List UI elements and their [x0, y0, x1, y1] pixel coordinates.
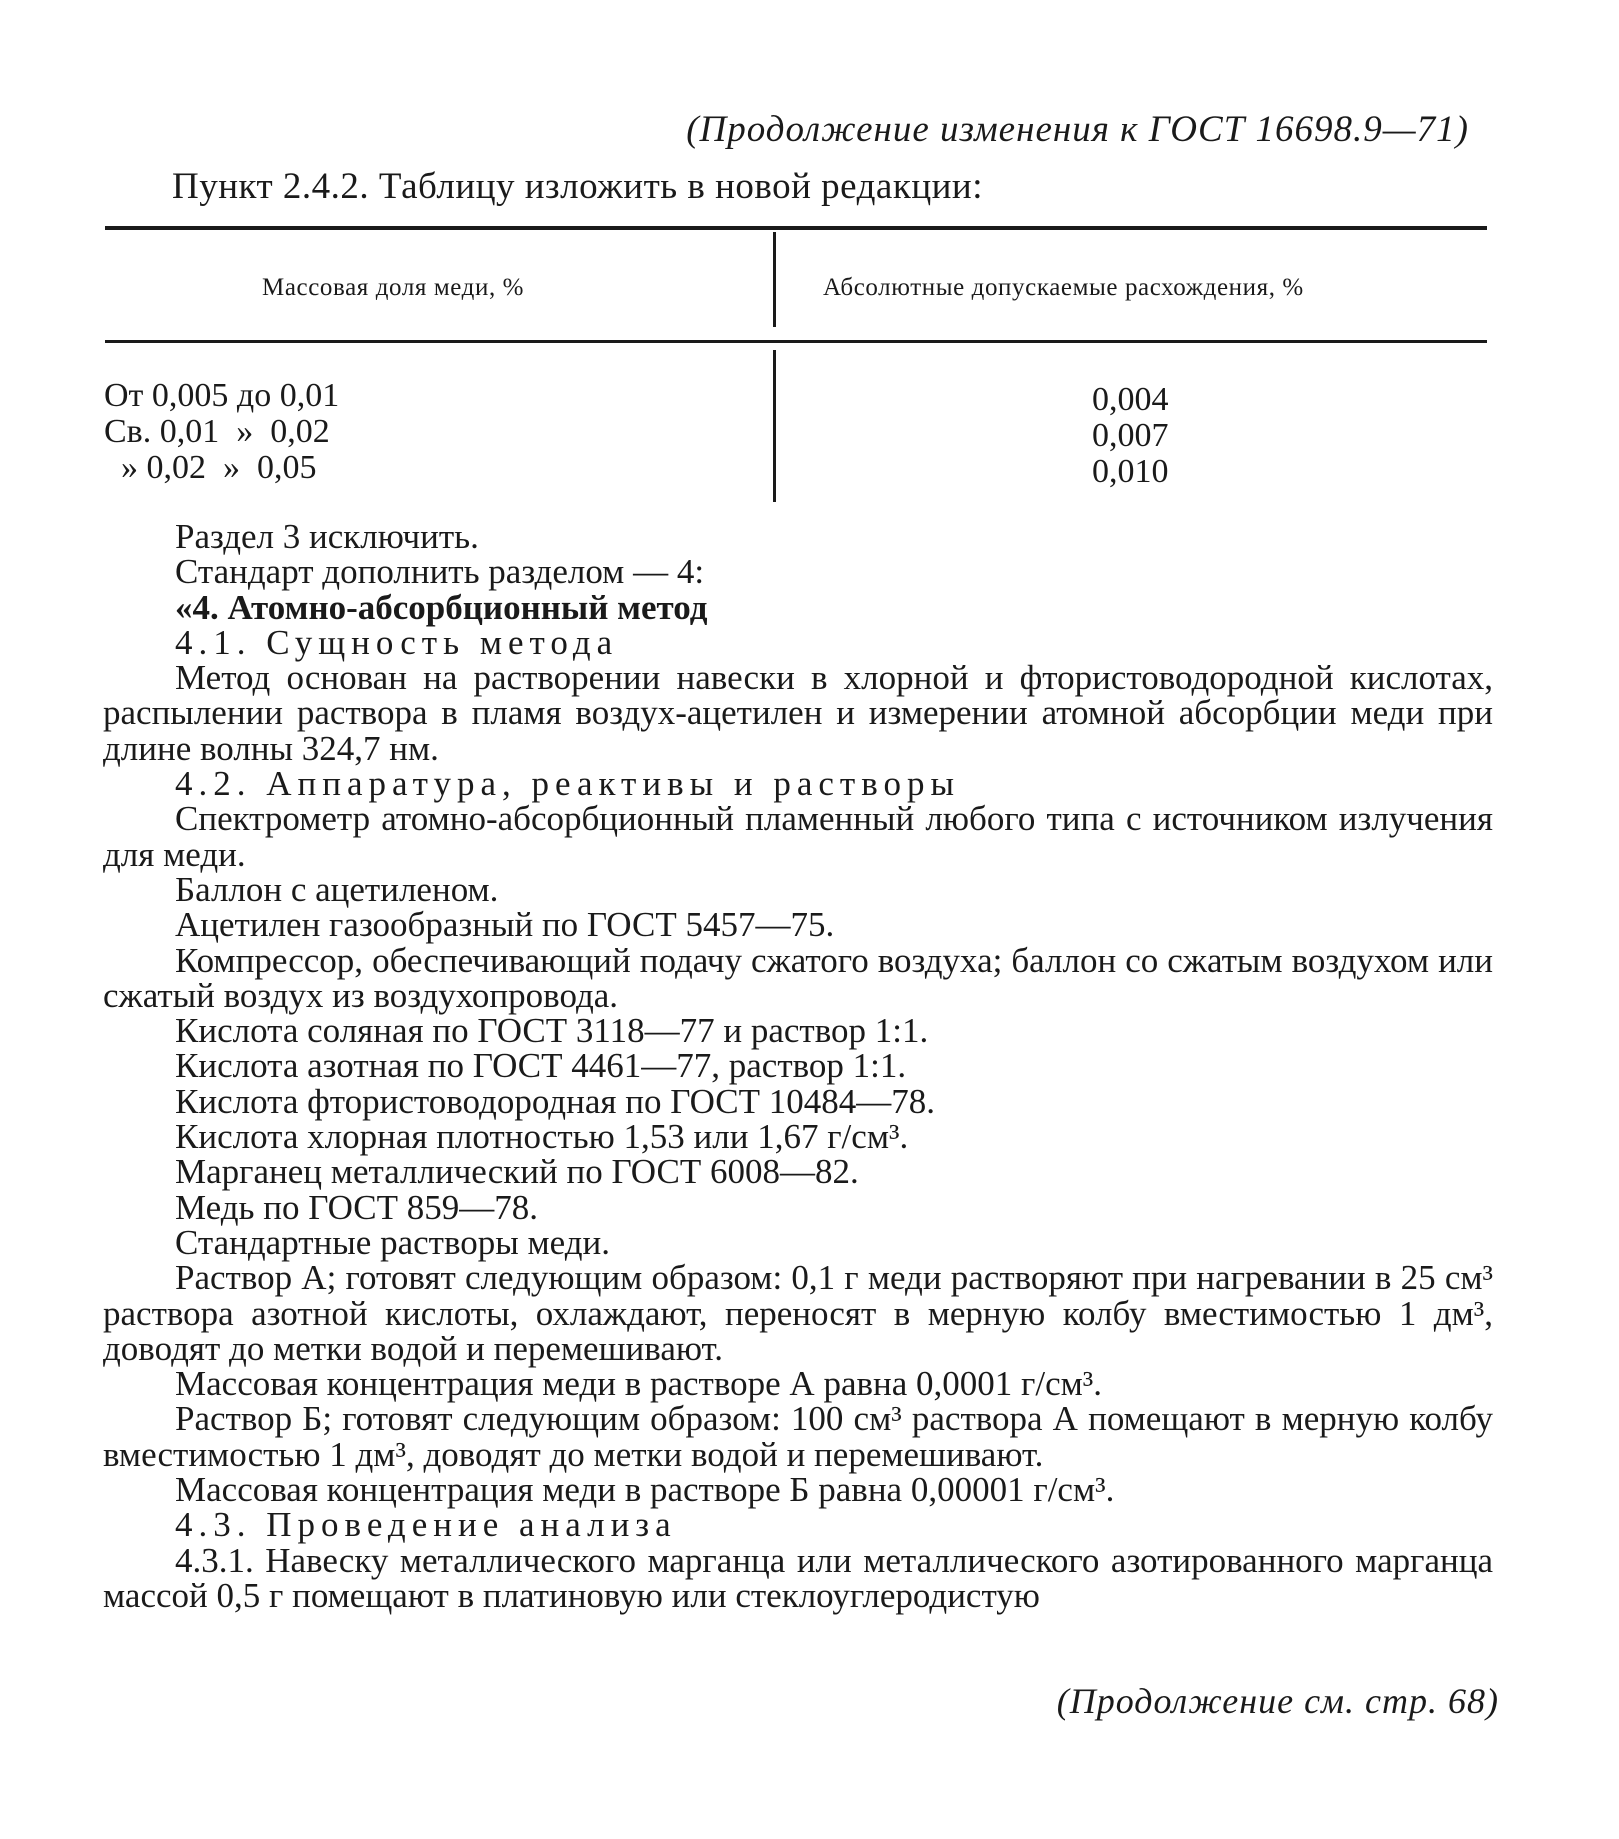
section-heading: «4. Атомно-абсорбционный метод: [175, 587, 708, 627]
paragraph: Ацетилен газообразный по ГОСТ 5457—75.: [175, 905, 835, 945]
table-cell-value: 0,010: [1092, 453, 1169, 490]
table-cell-range: » 0,02 » 0,05: [104, 449, 317, 486]
table-top-rule: [105, 226, 1487, 230]
page-header: (Продолжение изменения к ГОСТ 16698.9—71): [686, 109, 1469, 150]
paragraph: Массовая концентрация меди в растворе Б равна 0,00001 г/см³.: [175, 1470, 1115, 1510]
table-cell-value: 0,004: [1092, 381, 1169, 418]
paragraph: Стандартные растворы меди.: [175, 1222, 611, 1262]
paragraph: Раствор Б; готовят следующим образом: 100 см³ раствора А помещают в мерную колбу вместимостью 1 дм³, доводят до метки водой и перемешивают.: [103, 1399, 1493, 1474]
table-body-separator: [773, 350, 776, 502]
body-text: [103, 519, 1493, 1613]
table-header-separator: [773, 232, 776, 327]
table-cell-range: Св. 0,01 » 0,02: [104, 413, 330, 450]
paragraph: Компрессор, обеспечивающий подачу сжатого воздуха; баллон со сжатым воздухом или сжатый воздух из воздухопровода.: [103, 940, 1493, 1015]
paragraph: Стандарт дополнить разделом — 4:: [175, 552, 705, 592]
paragraph: Медь по ГОСТ 859—78.: [175, 1187, 539, 1227]
table-cell-value: 0,007: [1092, 417, 1169, 454]
paragraph: Массовая концентрация меди в растворе А равна 0,0001 г/см³.: [175, 1364, 1103, 1404]
paragraph: Кислота соляная по ГОСТ 3118—77 и раствор 1:1.: [175, 1011, 929, 1051]
subsection-heading: 4.3. Проведение анализа: [175, 1505, 677, 1545]
column-header-mass-fraction: Массовая доля меди, %: [262, 274, 525, 301]
paragraph: Марганец металлический по ГОСТ 6008—82.: [175, 1152, 859, 1192]
paragraph: 4.3.1. Навеску металлического марганца или металлического азотированного марганца массой 0,5 г помещают в платиновую или стеклоуглеродистую: [103, 1540, 1493, 1615]
paragraph: Кислота хлорная плотностью 1,53 или 1,67 г/см³.: [175, 1117, 909, 1157]
page-footer: (Продолжение см. стр. 68): [1056, 1681, 1499, 1721]
paragraph: Кислота фтористоводородная по ГОСТ 10484—78.: [175, 1081, 936, 1121]
table-cell-range: От 0,005 до 0,01: [104, 377, 340, 414]
paragraph: Раздел 3 исключить.: [175, 517, 479, 556]
paragraph: Метод основан на растворении навески в хлорной и фтористоводородной кислотах, распылении раствора в пламя воздух-ацетилен и измерении атомной абсорбции меди при длине волны 324,7 нм.: [103, 658, 1493, 768]
paragraph: Баллон с ацетиленом.: [175, 869, 499, 909]
paragraph: Кислота азотная по ГОСТ 4461—77, раствор 1:1.: [175, 1046, 907, 1086]
intro-line: Пункт 2.4.2. Таблицу изложить в новой редакции:: [172, 166, 983, 207]
paragraph: Раствор А; готовят следующим образом: 0,1 г меди растворяют при нагревании в 25 см³ раствора азотной кислоты, охлаждают, переносят в мерную колбу вместимостью 1 дм³, доводят до метки водой и перемешивают.: [103, 1258, 1493, 1368]
column-header-discrepancy: Абсолютные допускаемые расхождения, %: [823, 274, 1304, 301]
table-column-ranges: [104, 378, 339, 486]
paragraph: Спектрометр атомно-абсорбционный пламенный любого типа с источником излучения для меди.: [103, 799, 1493, 874]
table-column-values: [1092, 382, 1169, 490]
subsection-heading: 4.1. Сущность метода: [175, 622, 619, 662]
table-header-rule: [105, 340, 1487, 343]
subsection-heading: 4.2. Аппаратура, реактивы и растворы: [175, 764, 961, 804]
